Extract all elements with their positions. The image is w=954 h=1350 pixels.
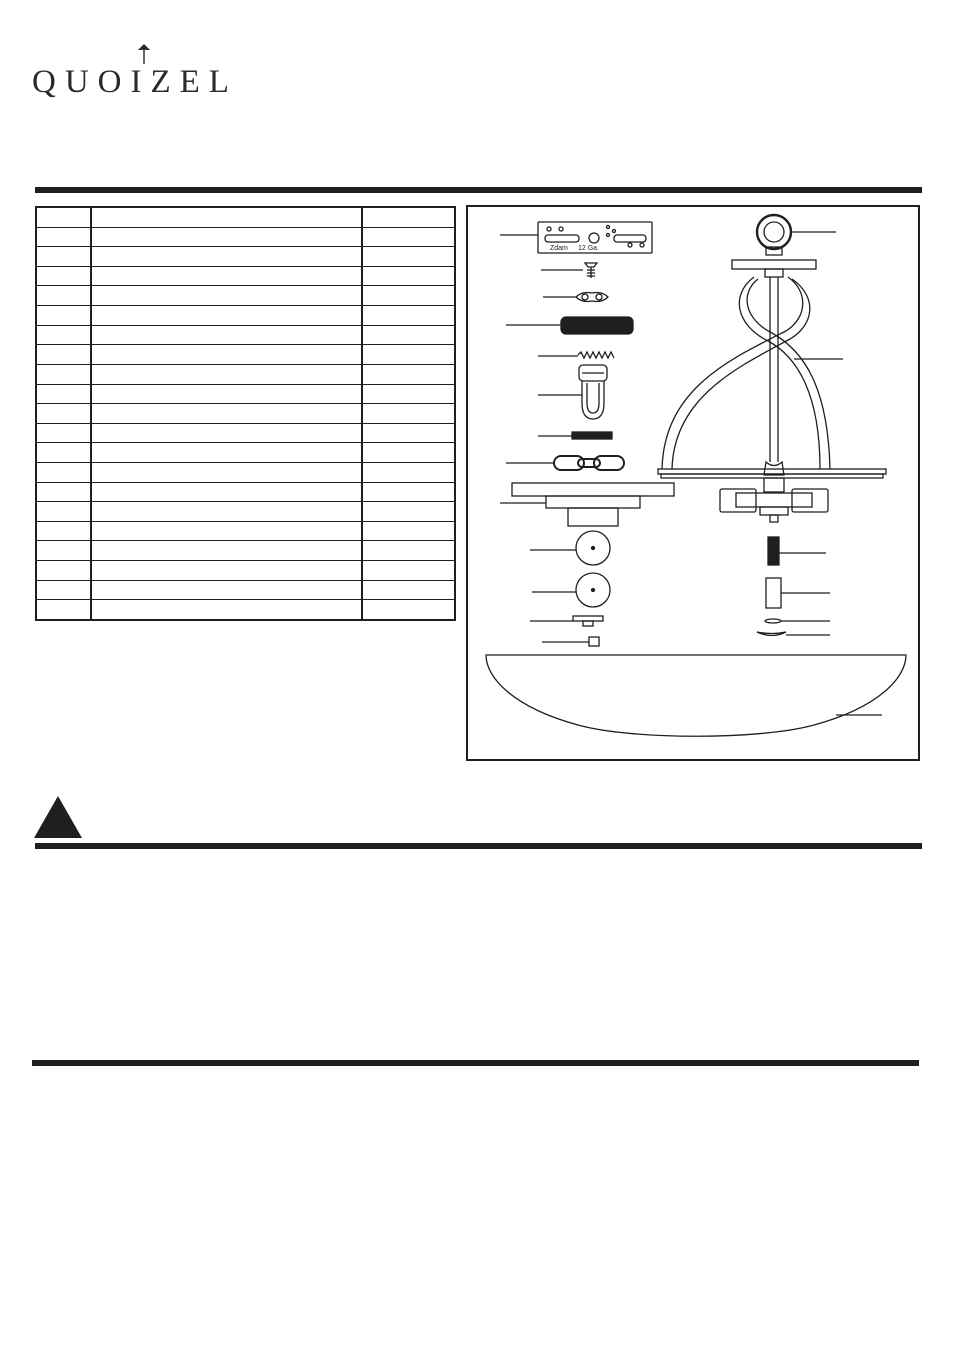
parts-cell-quantity <box>362 560 455 580</box>
parts-cell-description <box>91 306 362 326</box>
parts-cell-number <box>36 306 91 326</box>
parts-cell-quantity <box>362 482 455 502</box>
coupling-nut <box>576 293 608 302</box>
parts-table-row <box>36 227 455 247</box>
washer-disc-lower <box>576 573 610 607</box>
parts-cell-description <box>91 521 362 541</box>
plate-label-right: 12 Ga. <box>578 245 600 252</box>
parts-cell-quantity <box>362 600 455 620</box>
section-rule <box>32 1060 919 1066</box>
parts-cell-quantity <box>362 443 455 463</box>
parts-table-row <box>36 266 455 286</box>
parts-table-row <box>36 580 455 600</box>
small-washer <box>765 619 781 623</box>
parts-cell-number <box>36 345 91 365</box>
parts-table-row <box>36 423 455 443</box>
warning-triangle-icon <box>34 796 82 838</box>
parts-cell-number <box>36 560 91 580</box>
parts-cell-quantity <box>362 423 455 443</box>
parts-cell-number <box>36 364 91 384</box>
parts-table-row <box>36 443 455 463</box>
parts-cell-number <box>36 462 91 482</box>
parts-table-row <box>36 247 455 267</box>
parts-cell-quantity <box>362 286 455 306</box>
canopy <box>512 483 674 526</box>
parts-cell-quantity <box>362 541 455 561</box>
mounting-screw <box>585 263 597 278</box>
diagram-canvas <box>468 207 922 763</box>
mounting-plate <box>538 222 652 253</box>
parts-cell-quantity <box>362 502 455 522</box>
parts-table-row <box>36 306 455 326</box>
parts-table-row <box>36 286 455 306</box>
parts-cell-description <box>91 364 362 384</box>
parts-cell-quantity <box>362 521 455 541</box>
parts-cell-quantity <box>362 345 455 365</box>
parts-cell-number <box>36 286 91 306</box>
brand-wordmark: QUOIZEL <box>32 64 238 100</box>
parts-cell-description <box>91 560 362 580</box>
parts-cell-quantity <box>362 462 455 482</box>
finial-nut <box>757 632 786 636</box>
parts-cell-number <box>36 443 91 463</box>
exploded-parts-diagram <box>466 205 920 761</box>
parts-cell-number <box>36 325 91 345</box>
parts-cell-description <box>91 384 362 404</box>
parts-cell-quantity <box>362 364 455 384</box>
parts-table-row <box>36 384 455 404</box>
parts-cell-number <box>36 502 91 522</box>
parts-cell-number <box>36 384 91 404</box>
hanging-loop <box>757 215 791 255</box>
parts-cell-quantity <box>362 325 455 345</box>
parts-cell-quantity <box>362 266 455 286</box>
parts-cell-number <box>36 541 91 561</box>
parts-cell-description <box>91 266 362 286</box>
screw-collar-loop <box>579 365 607 419</box>
chain <box>554 456 624 470</box>
parts-table-row <box>36 345 455 365</box>
fixture-frame <box>658 260 886 478</box>
threaded-rod <box>768 537 779 565</box>
glass-bowl <box>486 655 906 736</box>
parts-cell-number <box>36 247 91 267</box>
parts-cell-description <box>91 443 362 463</box>
parts-cell-number <box>36 521 91 541</box>
parts-table-row <box>36 541 455 561</box>
parts-cell-description <box>91 502 362 522</box>
parts-table-row <box>36 482 455 502</box>
brand-logo <box>32 44 238 100</box>
parts-table <box>35 206 456 621</box>
socket-cluster <box>720 478 828 522</box>
parts-cell-number <box>36 227 91 247</box>
parts-cell-description <box>91 482 362 502</box>
parts-cell-description <box>91 541 362 561</box>
parts-cell-quantity <box>362 404 455 424</box>
parts-cell-quantity <box>362 227 455 247</box>
parts-cell-description <box>91 227 362 247</box>
finial-cap <box>573 616 603 626</box>
threaded-pipe <box>561 317 633 334</box>
parts-cell-number <box>36 482 91 502</box>
parts-cell-description <box>91 462 362 482</box>
parts-cell-number <box>36 207 91 227</box>
parts-cell-quantity <box>362 306 455 326</box>
parts-cell-description <box>91 423 362 443</box>
parts-table-body <box>36 207 455 620</box>
parts-cell-description <box>91 286 362 306</box>
parts-table-row <box>36 600 455 620</box>
parts-cell-quantity <box>362 247 455 267</box>
parts-table-row <box>36 462 455 482</box>
parts-table-row <box>36 404 455 424</box>
glass-retainer <box>766 578 781 608</box>
parts-cell-description <box>91 325 362 345</box>
parts-cell-number <box>36 404 91 424</box>
parts-cell-description <box>91 345 362 365</box>
parts-cell-number <box>36 600 91 620</box>
parts-table-row <box>36 325 455 345</box>
parts-cell-description <box>91 600 362 620</box>
parts-table-row <box>36 560 455 580</box>
parts-cell-number <box>36 580 91 600</box>
parts-cell-quantity <box>362 580 455 600</box>
parts-table-row <box>36 521 455 541</box>
parts-cell-number <box>36 266 91 286</box>
ground-wire <box>578 352 614 358</box>
parts-cell-quantity <box>362 384 455 404</box>
parts-cell-description <box>91 404 362 424</box>
parts-cell-quantity <box>362 207 455 227</box>
parts-cell-description <box>91 580 362 600</box>
parts-cell-description <box>91 247 362 267</box>
parts-cell-description <box>91 207 362 227</box>
warning-rule <box>35 843 922 849</box>
parts-table-row <box>36 207 455 227</box>
parts-table-row <box>36 364 455 384</box>
threaded-nipple <box>572 432 612 439</box>
header-rule <box>35 187 922 193</box>
parts-cell-number <box>36 423 91 443</box>
washer-disc-upper <box>576 531 610 565</box>
finial-knob <box>589 637 599 646</box>
plate-label-left: Zdam <box>550 245 568 252</box>
parts-table-row <box>36 502 455 522</box>
